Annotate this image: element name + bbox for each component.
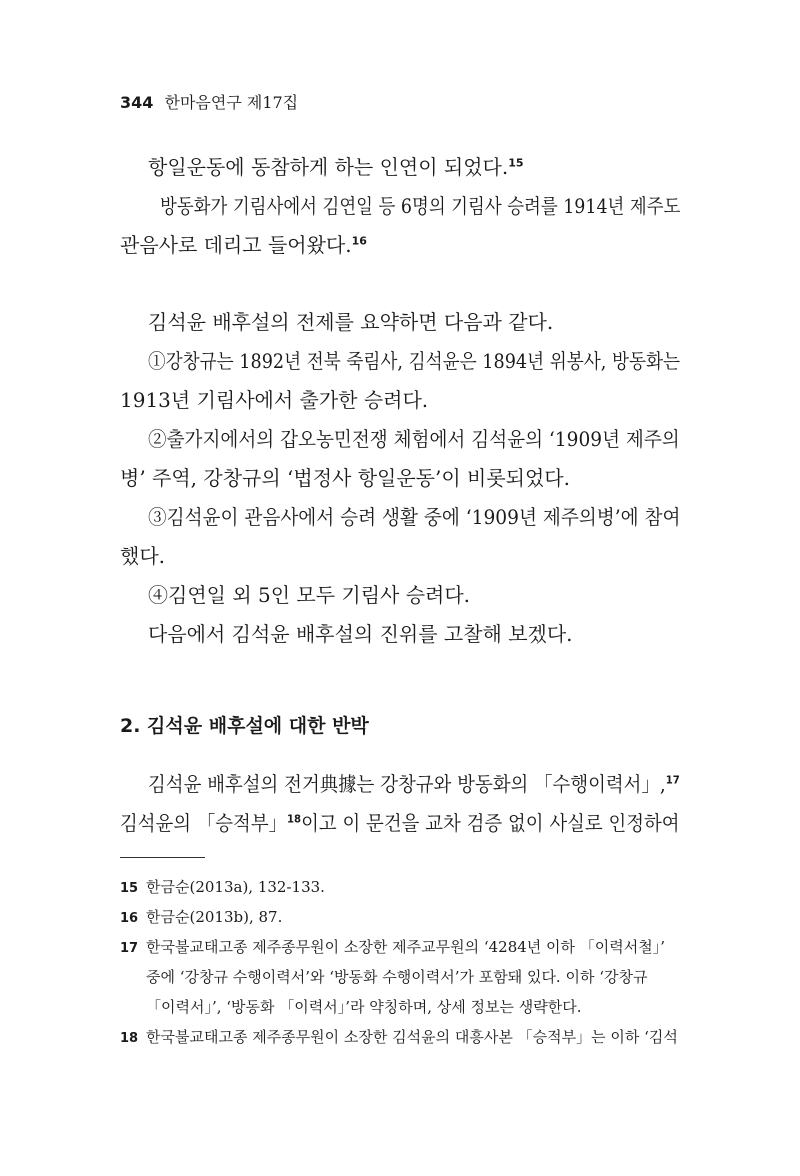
page-number: 344 — [120, 93, 154, 112]
body-line: 김석윤의 「승적부」$^{18}$이고 이 문건을 교차 검증 없이 사실로 인정하여 — [120, 811, 680, 835]
body-line: 1913년 기림사에서 출가한 승려다. — [120, 388, 429, 412]
footnote-ref: 18 — [286, 812, 302, 826]
body-line: ④김연일 외 5인 모두 기림사 승려다. — [148, 583, 471, 607]
body-line: ②출가지에서의 갑오농민전쟁 체험에서 김석윤의 ‘1909년 제주의 — [148, 427, 680, 451]
footnote — [120, 936, 665, 957]
body-line: ①강창규는 1892년 전북 죽림사, 김석윤은 1894년 위봉사, 방동화는 — [148, 349, 681, 373]
footnote-ref: 15 — [508, 156, 524, 170]
footnote — [120, 876, 325, 897]
footnote-continuation: 「이력서」’, ‘방동화 「이력서」’라 약칭하며, 상세 정보는 생략한다. — [146, 998, 582, 1016]
running-header — [120, 90, 298, 113]
body-line: 항일운동에 동참하게 하는 인연이 되었다.$^{15}$ — [148, 155, 524, 179]
footnote-continuation: 중에 ‘강창규 수행이력서’와 ‘방동화 수행이력서’가 포함돼 있다. 이하 ‘강창규 — [146, 968, 648, 986]
body-line: 병’ 주역, 강창규의 ‘법정사 항일운동’이 비롯되었다. — [120, 466, 570, 490]
footnote-number: 15 — [120, 881, 139, 896]
body-line: 관음사로 데리고 들어왔다.$^{16}$ — [120, 233, 367, 257]
footnote-text: 한금순(2013b), 87. — [146, 908, 283, 926]
body-line: ③김석윤이 관음사에서 승려 생활 중에 ‘1909년 제주의병’에 참여 — [148, 505, 681, 529]
footnote — [120, 906, 282, 927]
footnote — [120, 1026, 678, 1047]
body-line: 김석윤 배후설의 전거典據는 강창규와 방동화의 「수행이력서」,$^{17}$ — [148, 772, 680, 796]
section-heading: 2. 김석윤 배후설에 대한 반박 — [120, 715, 369, 737]
body-line: 김석윤 배후설의 전제를 요약하면 다음과 같다. — [148, 310, 554, 334]
footnote-number: 18 — [120, 1031, 139, 1046]
footnote-text: 한금순(2013a), 132-133. — [146, 878, 325, 896]
footnote-text: 한국불교태고종 제주종무원이 소장한 김석윤의 대흥사본 「승적부」는 이하 ‘김석 — [146, 1028, 678, 1046]
body-line: 방동화가 기림사에서 김연일 등 6명의 기림사 승려를 1914년 제주도 — [160, 194, 681, 218]
footnote-number: 16 — [120, 911, 139, 926]
footnote-divider — [120, 857, 205, 858]
footnote-number: 17 — [120, 941, 139, 956]
body-line: 다음에서 김석윤 배후설의 진위를 고찰해 보겠다. — [148, 622, 573, 646]
journal-title: 한마음연구 제17집 — [164, 93, 299, 112]
footnote-text: 한국불교태고종 제주종무원이 소장한 제주교무원의 ‘4284년 이하 「이력서철」’ — [146, 938, 666, 956]
body-line: 했다. — [120, 544, 165, 568]
footnote-ref: 17 — [665, 773, 680, 787]
footnote-ref: 16 — [351, 234, 367, 248]
